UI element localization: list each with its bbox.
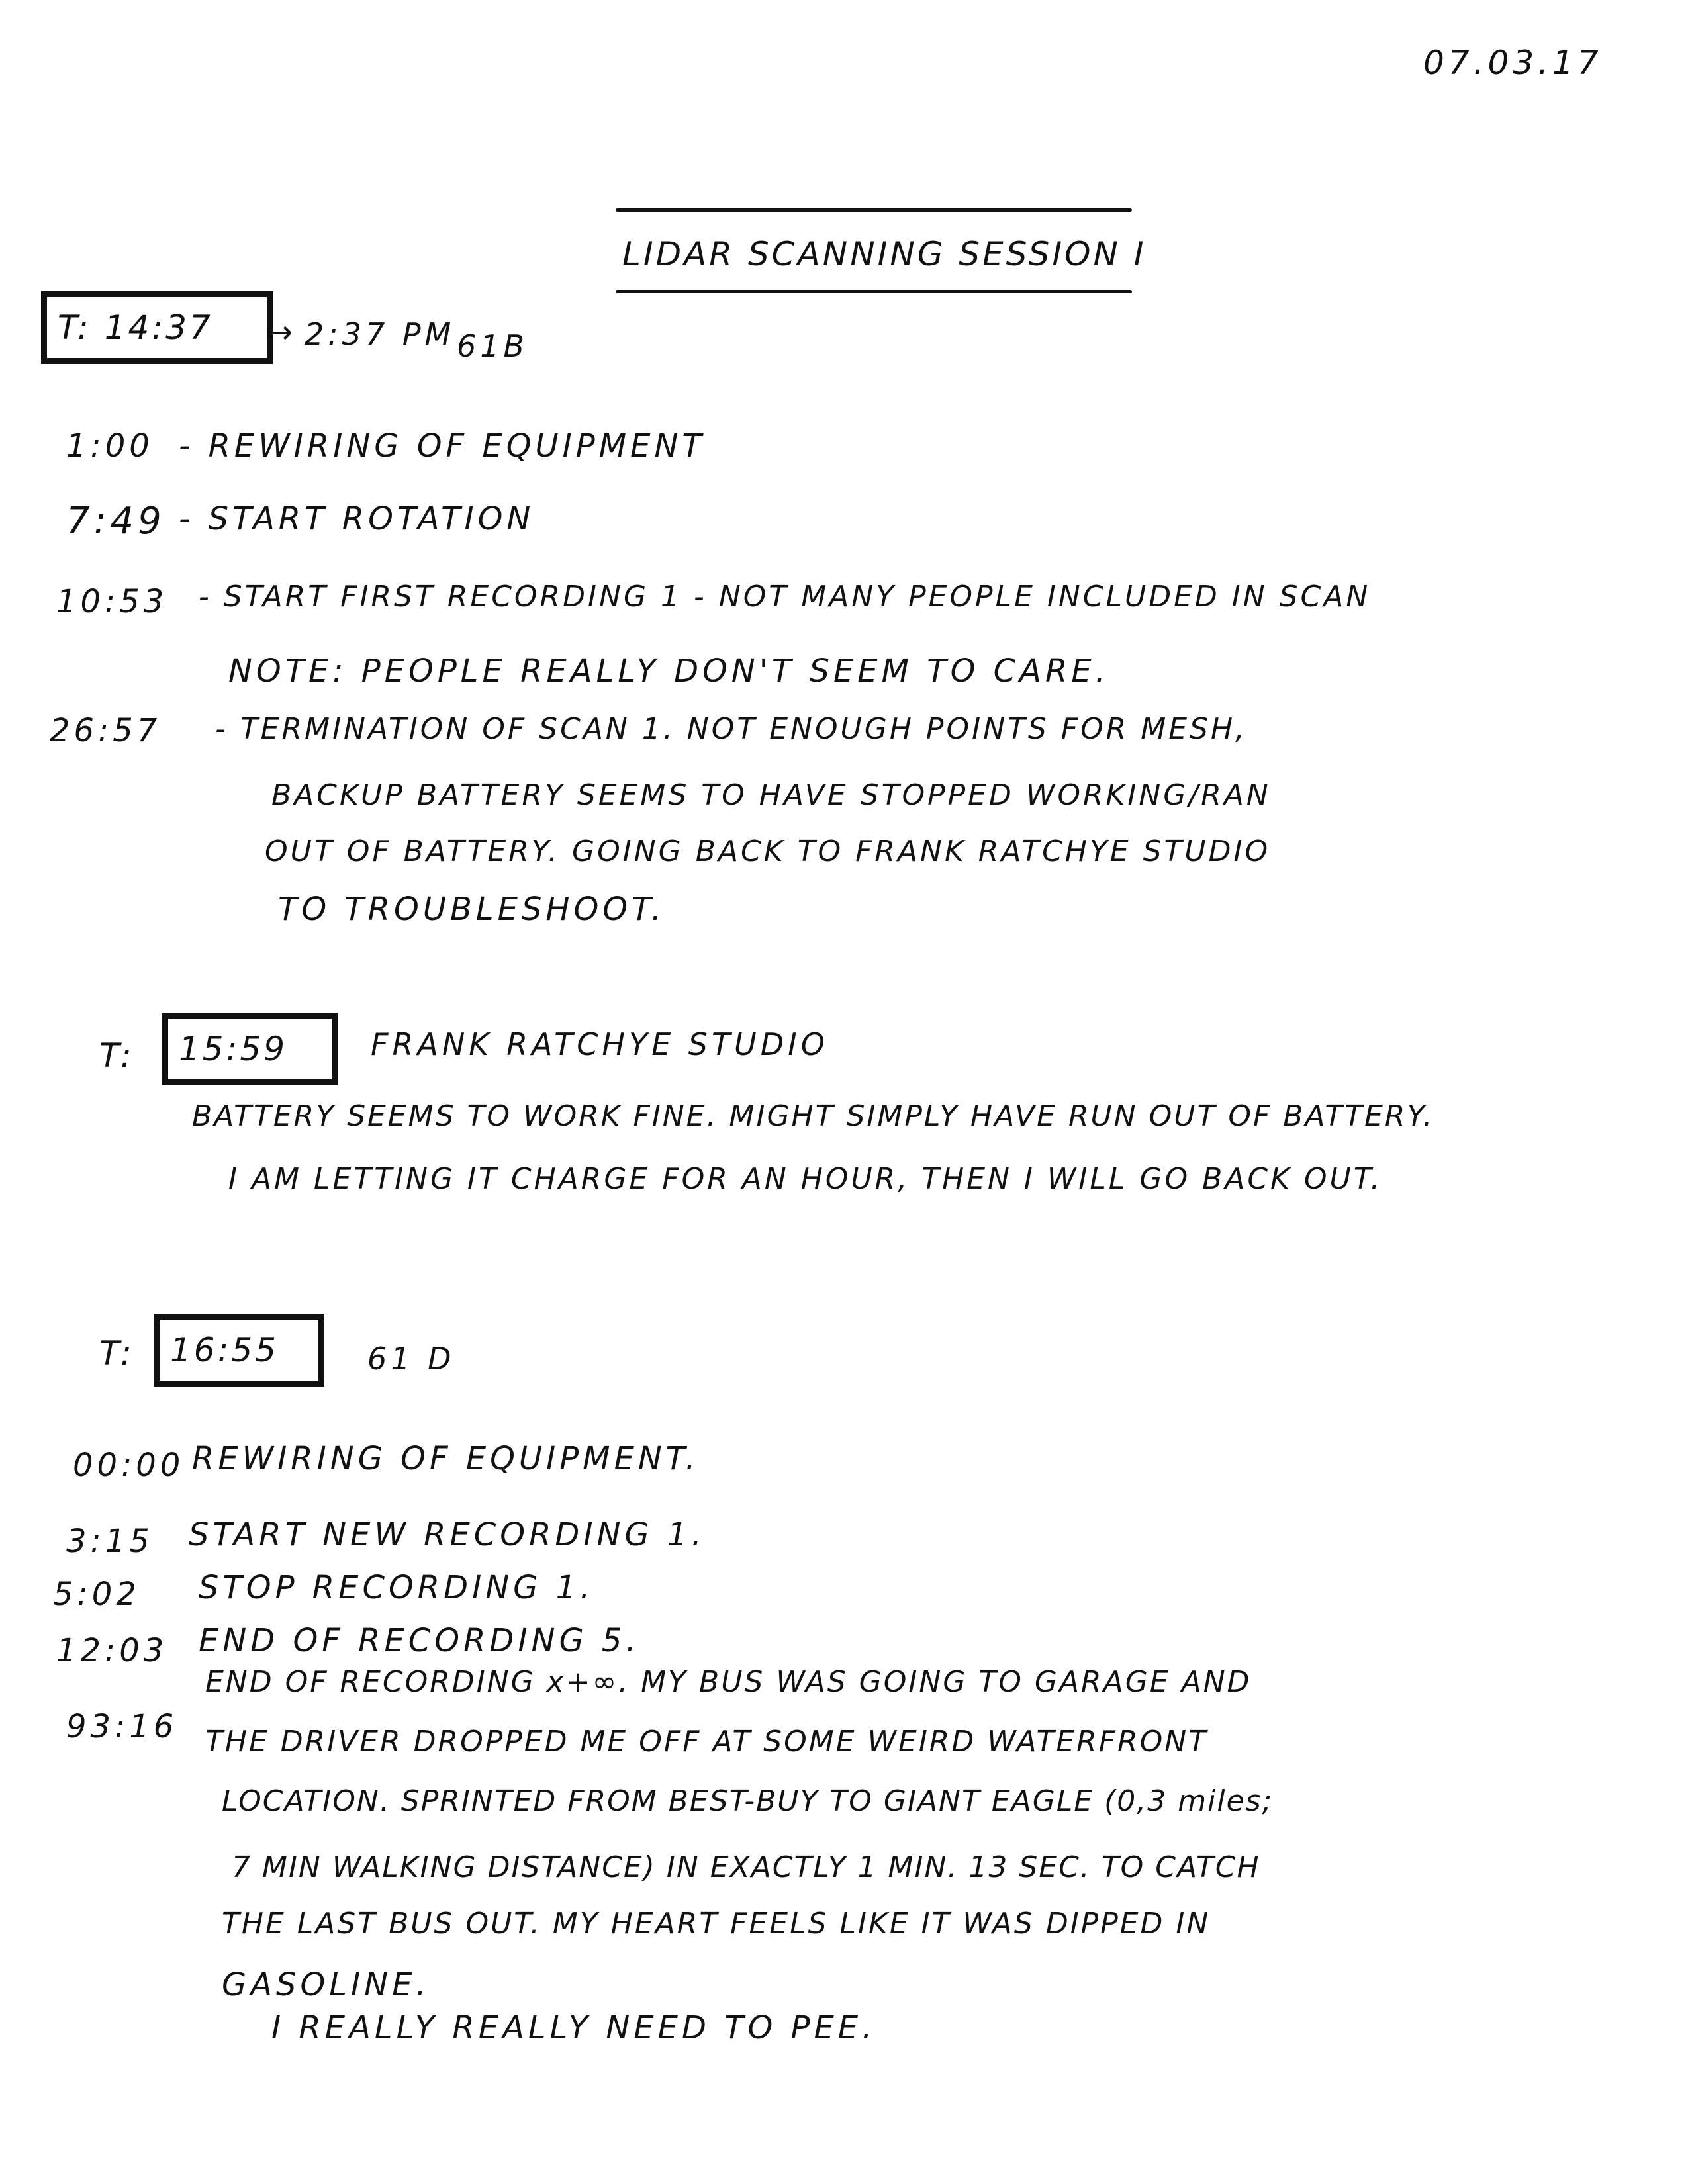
session2-location: FRANK RATCHYE STUDIO — [371, 1026, 829, 1062]
session2-line: I AM LETTING IT CHARGE FOR AN HOUR, THEN I WILL GO BACK OUT. — [228, 1162, 1383, 1196]
session2-time: 15:59 — [179, 1030, 288, 1068]
session1-entry-text: - START ROTATION — [179, 500, 535, 537]
session3-entry-text: GASOLINE. — [222, 1966, 430, 2003]
session1-entry-text: OUT OF BATTERY. GOING BACK TO FRANK RATCHYE STUDIO — [265, 835, 1271, 868]
session1-time-label: T: 14:37 — [58, 308, 213, 347]
session1-location: 61B — [457, 328, 529, 364]
session2-time-box — [162, 1013, 338, 1085]
session3-entry-text: REWIRING OF EQUIPMENT. — [192, 1440, 700, 1477]
page-title: LIDAR SCANNING SESSION I — [622, 235, 1147, 273]
session3-entry-text: THE DRIVER DROPPED ME OFF AT SOME WEIRD WATERFRONT — [205, 1725, 1209, 1758]
session1-entry-time: 10:53 — [56, 583, 168, 620]
session1-time-box — [41, 291, 273, 364]
session3-t-prefix: T: — [99, 1334, 136, 1373]
session3-entry-text: START NEW RECORDING 1. — [189, 1516, 706, 1553]
title-rule-top — [616, 208, 1132, 212]
session3-entry-text: END OF RECORDING x+∞. MY BUS WAS GOING TO GARAGE AND — [205, 1665, 1252, 1699]
title-block — [616, 208, 1147, 295]
date: 07.03.17 — [1423, 44, 1603, 82]
session3-entry-text: 7 MIN WALKING DISTANCE) IN EXACTLY 1 MIN. 13 SEC. TO CATCH — [232, 1850, 1260, 1884]
session3-entry-text: STOP RECORDING 1. — [199, 1569, 594, 1606]
session3-location: 61 D — [367, 1341, 455, 1377]
session1-converted-time: 2:37 PM — [305, 316, 455, 352]
session1-entry-text: BACKUP BATTERY SEEMS TO HAVE STOPPED WORKING/RAN — [271, 778, 1271, 812]
session3-entry-time: 93:16 — [66, 1708, 178, 1745]
session3-entry-text: THE LAST BUS OUT. MY HEART FEELS LIKE IT WAS DIPPED IN — [222, 1907, 1211, 1940]
session2-t-prefix: T: — [99, 1036, 136, 1075]
session1-entry-time: 7:49 — [66, 500, 165, 543]
session1-entry-text: - TERMINATION OF SCAN 1. NOT ENOUGH POINTS FOR MESH, — [215, 712, 1248, 746]
session2-line: BATTERY SEEMS TO WORK FINE. MIGHT SIMPLY HAVE RUN OUT OF BATTERY. — [192, 1099, 1434, 1133]
session1-entry-time: 1:00 — [66, 428, 154, 465]
session3-entry-time: 00:00 — [73, 1447, 185, 1484]
arrow-icon: → — [266, 314, 293, 351]
session1-entry-text: - START FIRST RECORDING 1 - NOT MANY PEOPLE INCLUDED IN SCAN — [199, 580, 1371, 614]
session3-entry-time: 5:02 — [53, 1576, 140, 1613]
session3-time-box — [154, 1314, 324, 1387]
session1-entry-time: 26:57 — [50, 712, 162, 749]
session1-entry-text: - REWIRING OF EQUIPMENT — [179, 428, 706, 465]
session3-entry-text: LOCATION. SPRINTED FROM BEST-BUY TO GIANT EAGLE (0,3 miles; — [222, 1784, 1274, 1818]
session3-entry-text: I REALLY REALLY NEED TO PEE. — [271, 2009, 876, 2046]
session1-entry-text: TO TROUBLESHOOT. — [278, 891, 665, 928]
title-rule-bottom — [616, 290, 1132, 293]
session3-entry-time: 3:15 — [66, 1523, 154, 1560]
session3-entry-time: 12:03 — [56, 1632, 168, 1669]
session3-time: 16:55 — [170, 1331, 279, 1369]
session1-note: NOTE: PEOPLE REALLY DON'T SEEM TO CARE. — [228, 653, 1109, 690]
session3-entry-text: END OF RECORDING 5. — [199, 1622, 640, 1659]
